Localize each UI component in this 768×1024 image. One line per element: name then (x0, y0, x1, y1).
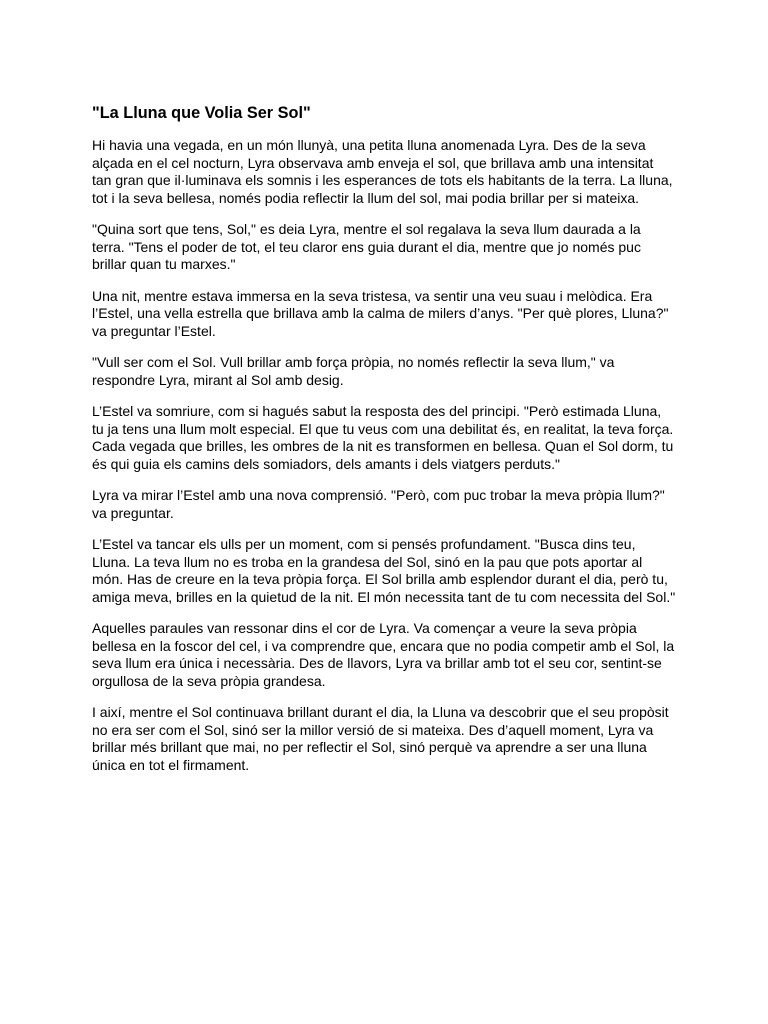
document-page (92, 103, 676, 788)
paragraph-5: L’Estel va somriure, com si hagués sabut la resposta des del principi. "Però estimada Lluna, tu ja tens una llum molt especial. El que tu veus com una debilitat és, en realitat, la teva força. Cada vegada que brilles, les ombres de la nit es transformen en bellesa. Quan el Sol dorm, tu és qui guia els camins dels somiadors, dels amants i dels viatgers perduts." (92, 403, 674, 472)
paragraph-4: "Vull ser com el Sol. Vull brillar amb força pròpia, no només reflectir la seva llum," va respondre Lyra, mirant al Sol amb desig. (92, 354, 615, 388)
paragraph-6: Lyra va mirar l’Estel amb una nova comprensió. "Però, com puc trobar la meva pròpia llum?" va preguntar. (92, 487, 665, 521)
paragraph-3: Una nit, mentre estava immersa en la seva tristesa, va sentir una veu suau i melòdica. Era l’Estel, una vella estrella que brillava amb la calma de milers d’anys. "Per què plores, Lluna?" va preguntar l’Estel. (92, 287, 669, 339)
paragraph-9: I així, mentre el Sol continuava brillant durant el dia, la Lluna va descobrir que el seu propòsit no era ser com el Sol, sinó ser la millor versió de si mateixa. Des d’aquell moment, Lyra va brillar més brillant que mai, no per reflectir el Sol, sinó perquè va aprendre a ser una lluna única en tot el firmament. (92, 704, 669, 773)
paragraph-1: Hi havia una vegada, en un món llunyà, una petita lluna anomenada Lyra. Des de la seva alçada en el cel nocturn, Lyra observava amb enveja el sol, que brillava amb una intensitat tan gran que il·luminava els somnis i les esperances de tots els habitants de la terra. La lluna, tot i la seva bellesa, només podia reflectir la llum del sol, mai podia brillar per si mateixa. (92, 137, 673, 206)
paragraph-2: "Quina sort que tens, Sol," es deia Lyra, mentre el sol regalava la seva llum daurada a la terra. "Tens el poder de tot, el teu claror ens guia durant el dia, mentre que jo només puc brillar quan tu marxes." (92, 221, 641, 272)
paragraph-8: Aquelles paraules van ressonar dins el cor de Lyra. Va començar a veure la seva pròpia bellesa en la foscor del cel, i va comprendre que, encara que no podia competir amb el Sol, la seva llum era única i necessària. Des de llavors, Lyra va brillar amb tot el seu cor, sentint-se orgullosa de la seva pròpia grandesa. (92, 620, 675, 689)
document-title: "La Lluna que Volia Ser Sol" (92, 104, 311, 122)
paragraph-7: L’Estel va tancar els ulls per un moment, com si pensés profundament. "Busca dins teu, Lluna. La teva llum no es troba en la grandesa del Sol, sinó en la pau que pots aportar al món. Has de creure en la teva pròpia força. El Sol brilla amb esplendor durant el dia, però tu, amiga meva, brilles en la quietud de la nit. El món necessita tant de tu com necessita del Sol." (92, 536, 676, 605)
